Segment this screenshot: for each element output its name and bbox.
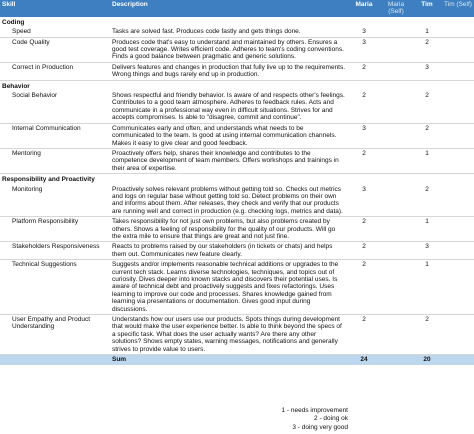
tim-score-cell[interactable]: 2 (412, 123, 442, 148)
header-row (0, 0, 474, 17)
header-maria-self[interactable]: Maria (Self) (380, 0, 412, 17)
tim-self-score-cell[interactable] (442, 27, 474, 37)
tim-self-score-cell[interactable] (442, 315, 474, 355)
tim-self-score-cell[interactable] (442, 62, 474, 80)
sum-row (0, 355, 474, 365)
table-body (0, 17, 474, 365)
skill-description-cell: Delivers features and changes in production that fully live up to the requirements. Wrong things and bugs rarely end up in production. (110, 62, 348, 80)
maria-self-sum (380, 355, 412, 365)
skill-row (0, 242, 474, 260)
skill-row (0, 123, 474, 148)
maria-self-score-cell[interactable] (380, 148, 412, 173)
skill-name-cell[interactable]: Correct in Production (0, 62, 110, 80)
category-row (0, 174, 474, 185)
tim-self-score-cell[interactable] (442, 217, 474, 242)
tim-self-score-cell[interactable] (442, 148, 474, 173)
maria-score-cell[interactable]: 2 (348, 260, 380, 315)
tim-score-cell[interactable]: 1 (412, 27, 442, 37)
skill-row (0, 62, 474, 80)
skill-name-cell[interactable]: Social Behavior (0, 91, 110, 123)
skill-description-cell: Communicates early and often, and understands what needs to be communicated to the team. Is good at using internal communication channels. Makes it easy to give clear and good feedback. (110, 123, 348, 148)
header-tim-self[interactable]: Tim (Self) (442, 0, 474, 17)
tim-self-score-cell[interactable] (442, 185, 474, 217)
rating-legend (248, 407, 348, 432)
category-title: Coding (2, 18, 25, 26)
maria-self-score-cell[interactable] (380, 260, 412, 315)
maria-self-score-cell[interactable] (380, 37, 412, 62)
maria-score-cell[interactable]: 3 (348, 185, 380, 217)
skill-description-cell: Takes responsibility for not just own problems, but also problems created by others. Shows a feeling of responsibility for the quality of our products. Will go the extra mile to ensure that things are great and not just fine. (110, 217, 348, 242)
sum-label: Sum (110, 355, 348, 365)
skill-row (0, 148, 474, 173)
skill-description-cell: Understands how our users use our products. Spots things during development that would make the user experience better. Is able to think beyond the specs of a specific task. What does the user actually wants? Are there any other solutions? Shows empty states, warning messages, notifications and generally strives to provide value to users. (110, 315, 348, 355)
tim-score-cell[interactable]: 1 (412, 148, 442, 173)
header-maria[interactable]: Maria (348, 0, 380, 17)
skill-description-cell: Reacts to problems raised by our stakeholders (in tickets or chats) and helps them out. Communicates new feature clearly. (110, 242, 348, 260)
maria-self-score-cell[interactable] (380, 62, 412, 80)
skill-name-cell[interactable]: Internal Communication (0, 123, 110, 148)
tim-self-score-cell[interactable] (442, 91, 474, 123)
maria-self-score-cell[interactable] (380, 123, 412, 148)
skill-row (0, 315, 474, 355)
maria-self-score-cell[interactable] (380, 315, 412, 355)
skill-row (0, 260, 474, 315)
maria-score-cell[interactable]: 3 (348, 37, 380, 62)
maria-score-cell[interactable]: 2 (348, 91, 380, 123)
sum-spacer (0, 355, 110, 365)
skill-row (0, 37, 474, 62)
maria-self-score-cell[interactable] (380, 242, 412, 260)
maria-self-score-cell[interactable] (380, 91, 412, 123)
tim-score-cell[interactable]: 1 (412, 217, 442, 242)
skill-description-cell: Tasks are solved fast. Produces code fastly and gets things done. (110, 27, 348, 37)
tim-score-cell[interactable]: 2 (412, 91, 442, 123)
skill-name-cell[interactable]: Monitoring (0, 185, 110, 217)
skill-name-cell[interactable]: Platform Responsibility (0, 217, 110, 242)
header-description[interactable]: Description (110, 0, 348, 17)
skill-description-cell: Suggests and/or implements reasonable technical additions or upgrades to the current tech stack. Learns diverse technologies, techniques, and topics out of curiosity. Dives deeper into known stacks and discovers their potential uses. Is aware of technical debt and proactively suggests and fixes refactorings. Uses learning to improve our code and processes. Shares knowledge gained from learning via presentations or documentation. Gives good input during discussions. (110, 260, 348, 315)
skill-name-cell[interactable]: Speed (0, 27, 110, 37)
maria-score-cell[interactable]: 2 (348, 217, 380, 242)
maria-self-score-cell[interactable] (380, 217, 412, 242)
header-tim[interactable]: Tim (412, 0, 442, 17)
tim-score-cell[interactable]: 2 (412, 37, 442, 62)
legend-item: 3 - doing very good (292, 423, 348, 431)
tim-score-cell[interactable]: 2 (412, 315, 442, 355)
skill-row (0, 217, 474, 242)
category-title: Behavior (2, 82, 30, 90)
maria-score-cell[interactable]: 2 (348, 62, 380, 80)
maria-self-score-cell[interactable] (380, 27, 412, 37)
header-skill[interactable]: Skill (0, 0, 110, 17)
tim-sum: 20 (412, 355, 442, 365)
skill-name-cell[interactable]: Technical Suggestions (0, 260, 110, 315)
skill-description-cell: Proactively offers help, shares their knowledge and contributes to the competence development of team members. Offers workshops and trainings in their area of expertise. (110, 148, 348, 173)
maria-score-cell[interactable]: 3 (348, 27, 380, 37)
skill-row (0, 27, 474, 37)
legend-item: 2 - doing ok (314, 415, 348, 423)
skill-name-cell[interactable]: Mentoring (0, 148, 110, 173)
skill-row (0, 185, 474, 217)
skill-name-cell[interactable]: User Empathy and Product Understanding (0, 315, 110, 355)
skill-name-cell[interactable]: Code Quality (0, 37, 110, 62)
tim-score-cell[interactable]: 1 (412, 260, 442, 315)
skill-description-cell: Proactively solves relevant problems without getting told so. Checks out metrics and logs on regular base without getting told so. Detect problems on their own and informs about them. After releases, they check and verify that our products are running well and correct in production (e.g. checking logs, metrics and data). (110, 185, 348, 217)
tim-score-cell[interactable]: 2 (412, 185, 442, 217)
tim-score-cell[interactable]: 3 (412, 62, 442, 80)
tim-self-sum (442, 355, 474, 365)
skill-description-cell: Shows respectful and friendly behavior. Is aware of and respects other's feelings. Contributes to a good team atmosphere. Adheres to feedback rules. Acts and communicate in a professional way even in difficult situations. Strives for and accepts compromises. Is able to "disagree, commit and continue". (110, 91, 348, 123)
category-title: Responsibility and Proactivity (2, 176, 95, 184)
maria-score-cell[interactable]: 2 (348, 315, 380, 355)
tim-self-score-cell[interactable] (442, 260, 474, 315)
maria-self-score-cell[interactable] (380, 185, 412, 217)
skill-description-cell: Produces code that's easy to understand and maintained by others. Ensures a good test coverage. Writes efficient code. Adheres to team's coding conventions. Finds a good balance between pragmatic and generic solutions. (110, 37, 348, 62)
skill-name-cell[interactable]: Stakeholders Responsiveness (0, 242, 110, 260)
tim-self-score-cell[interactable] (442, 37, 474, 62)
skill-row (0, 91, 474, 123)
category-row (0, 17, 474, 27)
tim-score-cell[interactable]: 3 (412, 242, 442, 260)
maria-score-cell[interactable]: 3 (348, 123, 380, 148)
tim-self-score-cell[interactable] (442, 123, 474, 148)
tim-self-score-cell[interactable] (442, 242, 474, 260)
maria-sum: 24 (348, 355, 380, 365)
legend-item: 1 - needs improvement (281, 407, 348, 414)
category-row (0, 80, 474, 91)
maria-score-cell[interactable]: 2 (348, 148, 380, 173)
maria-score-cell[interactable]: 2 (348, 242, 380, 260)
